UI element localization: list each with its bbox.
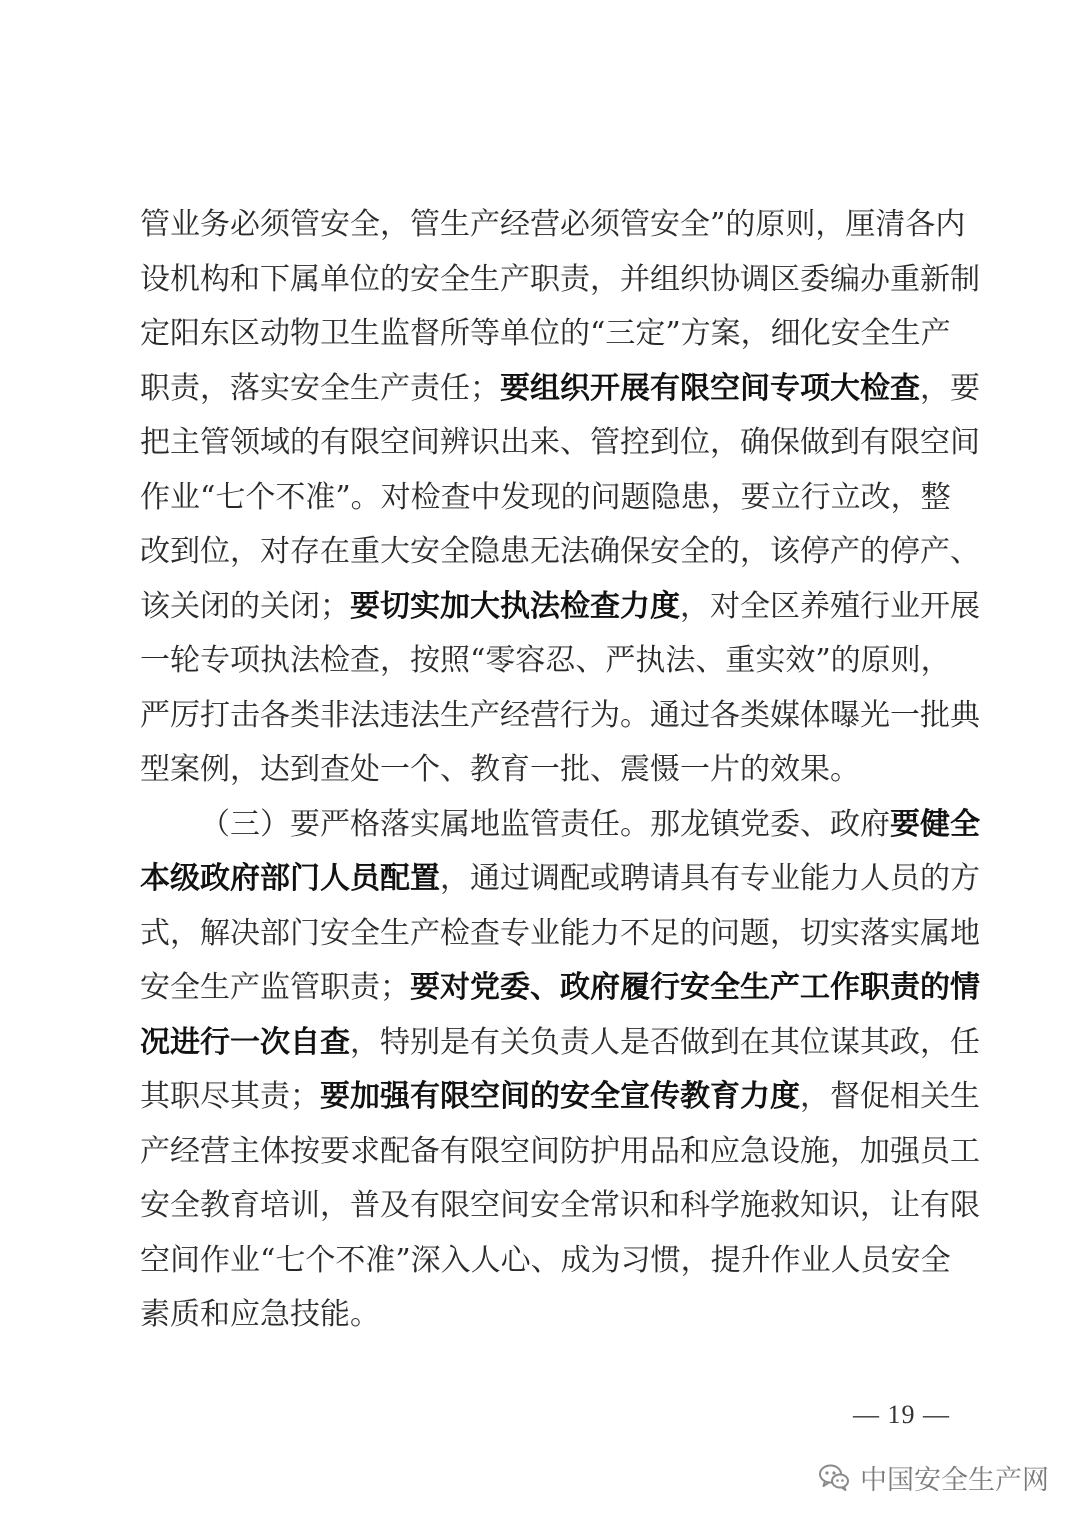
text-line <box>140 1070 980 1125</box>
text-line <box>140 1016 980 1071</box>
text-segment: 设机构和下属单位的安全生产职责，并组织协调区委编办重新制 <box>140 261 980 297</box>
text-segment: 作业“七个不准”。对检查中发现的问题隐患，要立行立改，整 <box>140 479 951 515</box>
text-segment: ，特别是有关负责人是否做到在其位谋其政，任 <box>350 1024 980 1060</box>
text-segment: 严厉打击各类非法违法生产经营行为。通过各类媒体曝光一批典 <box>140 697 980 733</box>
bold-text-segment: 要加强有限空间的安全宣传教育力度 <box>320 1079 800 1114</box>
text-segment: （三）要严格落实属地监管责任。那龙镇党委、政府 <box>200 806 890 842</box>
text-segment: 其职尽其责； <box>140 1079 320 1114</box>
bold-text-segment: 本级政府部门人员配置 <box>140 861 440 896</box>
text-line <box>140 580 980 635</box>
bold-text-segment: 况进行一次自查 <box>140 1024 350 1060</box>
text-line <box>140 253 980 308</box>
text-segment: 一轮专项执法检查，按照“零容忍、严执法、重实效”的原则， <box>140 643 951 678</box>
text-line <box>140 798 980 853</box>
page-number: — 19 — <box>853 1400 950 1429</box>
text-segment: ，对全区养殖行业开展 <box>680 588 980 624</box>
text-line <box>140 307 950 362</box>
text-segment: 素质和应急技能。 <box>140 1297 380 1332</box>
bold-text-segment: 要组织开展有限空间专项大检查 <box>500 370 920 406</box>
watermark <box>818 1455 1049 1499</box>
text-line <box>140 852 980 907</box>
text-line <box>140 525 980 580</box>
text-segment: 定阳东区动物卫生监督所等单位的“三定”方案，细化安全生产 <box>140 316 951 351</box>
text-line <box>140 634 950 689</box>
text-segment: ，通过调配或聘请具有专业能力人员的方 <box>440 861 980 896</box>
text-segment: 型案例，达到查处一个、教育一批、震慑一片的效果。 <box>140 752 860 787</box>
text-line <box>140 362 980 417</box>
text-line <box>140 1288 950 1343</box>
text-segment: 把主管领域的有限空间辨识出来、管控到位，确保做到有限空间 <box>140 425 980 460</box>
wechat-icon <box>818 1461 850 1493</box>
text-segment: ，督促相关生 <box>800 1079 980 1114</box>
text-segment: ，要 <box>920 370 980 406</box>
text-segment: 安全教育培训，普及有限空间安全常识和科学施救知识，让有限 <box>140 1188 980 1223</box>
text-segment: 式，解决部门安全生产检查专业能力不足的问题，切实落实属地 <box>140 915 980 951</box>
text-line <box>140 689 980 744</box>
text-segment: 产经营主体按要求配备有限空间防护用品和应急设施，加强员工 <box>140 1133 980 1169</box>
watermark-text: 中国安全生产网 <box>860 1464 1049 1496</box>
text-line <box>140 198 966 253</box>
text-line <box>140 743 950 798</box>
bold-text-segment: 要切实加大执法检查力度 <box>350 588 680 624</box>
text-line <box>140 1234 950 1289</box>
text-segment: 管业务必须管安全，管生产经营必须管安全”的原则，厘清各内 <box>140 207 966 242</box>
text-segment: 职责，落实安全生产责任； <box>140 370 500 406</box>
text-line <box>140 416 980 471</box>
text-segment: 该关闭的关闭； <box>140 588 350 624</box>
text-line <box>140 907 980 962</box>
text-line <box>140 1179 980 1234</box>
text-line <box>140 471 950 526</box>
body-text <box>140 198 980 1343</box>
text-segment: 空间作业“七个不准”深入人心、成为习惯，提升作业人员安全 <box>140 1242 951 1278</box>
text-segment: 安全生产监管职责； <box>140 970 410 1005</box>
text-segment: 改到位，对存在重大安全隐患无法确保安全的，该停产的停产、 <box>140 534 980 569</box>
bold-text-segment: 要健全 <box>890 806 980 842</box>
text-line <box>140 1125 980 1180</box>
bold-text-segment: 要对党委、政府履行安全生产工作职责的情 <box>410 970 980 1005</box>
text-line <box>140 961 980 1016</box>
